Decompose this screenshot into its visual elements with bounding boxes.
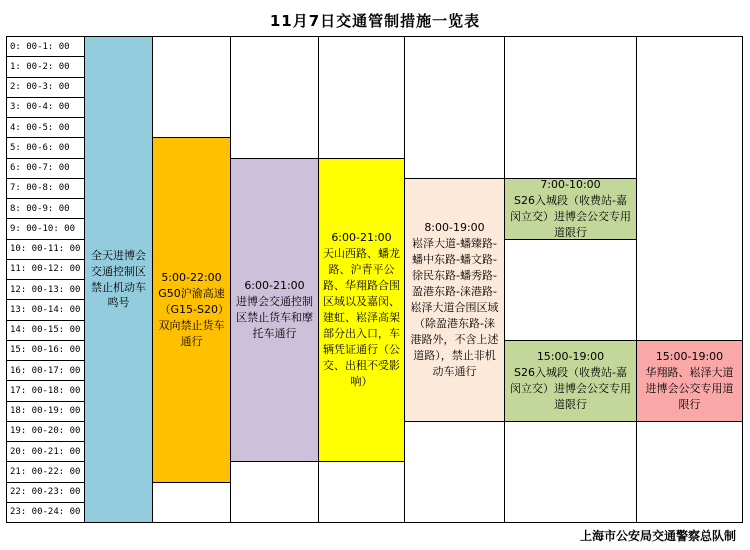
empty-cell [637, 37, 743, 341]
empty-cell [637, 422, 743, 523]
time-slot: 5: 00-6: 00 [7, 138, 85, 158]
time-slot: 18: 00-19: 00 [7, 402, 85, 422]
measure-time: 15:00-19:00 [655, 349, 724, 363]
time-slot: 20: 00-21: 00 [7, 442, 85, 462]
time-slot: 10: 00-11: 00 [7, 240, 85, 260]
measure-text: S26入城段（收费站-嘉闵立交）进博会公交专用道限行 [510, 365, 631, 411]
time-slot: 21: 00-22: 00 [7, 462, 85, 482]
control-table [6, 36, 743, 523]
time-slot: 14: 00-15: 00 [7, 321, 85, 341]
empty-cell [505, 240, 637, 341]
time-slot: 12: 00-13: 00 [7, 280, 85, 300]
measure-non-motor-ban [405, 179, 505, 422]
time-slot: 23: 00-24: 00 [7, 503, 85, 523]
measure-s26-morning [505, 179, 637, 240]
time-slot: 13: 00-14: 00 [7, 300, 85, 320]
measure-text: 全天进博会交通控制区禁止机动车鸣号 [91, 248, 146, 310]
empty-cell [319, 37, 405, 159]
empty-cell [153, 483, 231, 524]
measure-permit-zone [319, 159, 405, 463]
issuer-footer: 上海市公安局交通警察总队制 [579, 529, 736, 543]
time-slot: 6: 00-7: 00 [7, 159, 85, 179]
measure-truck-motorcycle-ban [231, 159, 319, 463]
measure-s26-afternoon [505, 341, 637, 422]
measure-time: 6:00-21:00 [331, 231, 392, 245]
time-slot: 19: 00-20: 00 [7, 422, 85, 442]
empty-cell [505, 37, 637, 179]
empty-cell [231, 37, 319, 159]
measure-time: 8:00-19:00 [424, 221, 485, 235]
time-slot: 1: 00-2: 00 [7, 57, 85, 77]
time-slot: 9: 00-10: 00 [7, 219, 85, 239]
time-slot: 3: 00-4: 00 [7, 98, 85, 118]
measure-text: 天山西路、蟠龙路、沪青平公路、华翔路合围区域以及嘉闵、建虹、崧泽高架部分出入口，车辆凭证通行（公交、出租不受影响） [323, 247, 400, 388]
measure-g50-truck-ban [153, 138, 231, 482]
time-slot: 2: 00-3: 00 [7, 78, 85, 98]
measure-time: 5:00-22:00 [161, 271, 222, 285]
empty-cell [153, 37, 231, 138]
empty-cell [319, 462, 405, 523]
time-slot: 8: 00-9: 00 [7, 199, 85, 219]
empty-cell [405, 422, 505, 523]
empty-cell [405, 37, 505, 179]
measure-time: 15:00-19:00 [536, 349, 605, 363]
measure-huaxiang-bus-lane [637, 341, 743, 422]
measure-time: 6:00-21:00 [244, 279, 305, 292]
measure-text: 进博会交通控制区禁止货车和摩托车通行 [236, 294, 313, 340]
time-slot: 11: 00-12: 00 [7, 260, 85, 280]
measure-text: 华翔路、崧泽大道进博会公交专用道限行 [645, 365, 734, 411]
time-slot: 17: 00-18: 00 [7, 381, 85, 401]
empty-cell [231, 462, 319, 523]
measure-time: 7:00-10:00 [540, 177, 601, 191]
time-slot: 4: 00-5: 00 [7, 118, 85, 138]
time-slot: 22: 00-23: 00 [7, 483, 85, 503]
measure-text: G50沪渝高速（G15-S20）双向禁止货车通行 [158, 286, 225, 348]
time-slot: 16: 00-17: 00 [7, 361, 85, 381]
measure-no-honking [85, 37, 153, 523]
page-title: 11月7日交通管制措施一览表 [269, 12, 481, 30]
measure-text: 崧泽大道-蟠臻路-蟠中东路-蟠文路-徐民东路-蟠秀路-盈港东路-涞港路-崧泽大道合围区域（除盈港东路-涞港路外，不含上述道路），禁止非机动车通行 [410, 237, 499, 378]
time-slot: 15: 00-16: 00 [7, 341, 85, 361]
time-slot: 7: 00-8: 00 [7, 179, 85, 199]
empty-cell [505, 422, 637, 523]
measure-text: S26入城段（收费站-嘉闵立交）进博会公交专用道限行 [510, 193, 631, 239]
time-slot: 0: 00-1: 00 [7, 37, 85, 57]
